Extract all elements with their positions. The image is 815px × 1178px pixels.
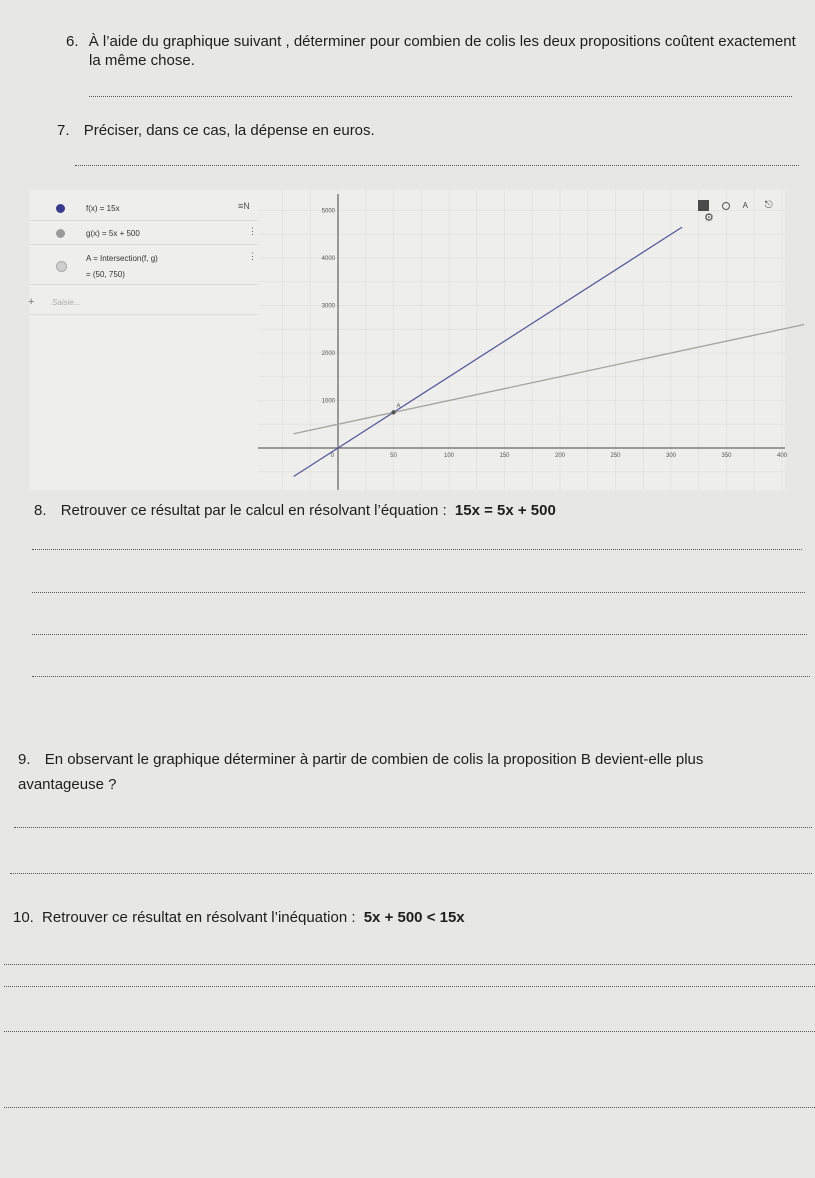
question-9-continuation: avantageuse ? [18, 776, 117, 793]
question-10-number: 10. [13, 909, 34, 926]
geogebra-panel [28, 190, 788, 490]
gear-icon[interactable]: ⚙ [704, 212, 714, 225]
x-tick-label: 200 [554, 453, 566, 459]
more-menu-icon[interactable]: ⋮ [248, 226, 257, 236]
question-9-number: 9. [18, 751, 31, 768]
question-10 [13, 908, 465, 927]
answer-line[interactable] [4, 1031, 815, 1032]
series-line-g [294, 325, 805, 434]
question-9-text: En observant le graphique déterminer à partir de combien de colis la proposition B devient-elle plus [44, 751, 704, 768]
question-6-continuation: la même chose. [89, 52, 195, 69]
y-tick-label: 1000 [321, 398, 335, 405]
intersection-value: = (50, 750) [86, 270, 125, 279]
question-8-number: 8. [34, 502, 47, 519]
y-tick-label: 2000 [321, 351, 335, 357]
answer-line[interactable] [32, 676, 810, 677]
y-tick-label: 3000 [321, 303, 335, 310]
question-10-text: Retrouver ce résultat en résolvant l’inéquation : [42, 909, 356, 926]
intersection-label: A = Intersection(f, g) [86, 254, 158, 263]
color-square-icon[interactable] [698, 200, 709, 211]
function-g-label: g(x) = 5x + 500 [86, 229, 140, 238]
algebra-row-a[interactable] [30, 246, 258, 285]
style-toolbar [698, 200, 785, 224]
answer-line[interactable] [32, 592, 805, 593]
series-line-f [294, 227, 682, 476]
x-tick-label: 300 [665, 453, 677, 459]
question-7-text: Préciser, dans ce cas, la dépense en euros. [83, 122, 375, 139]
answer-line[interactable] [4, 964, 815, 965]
x-tick-label: 350 [721, 453, 732, 459]
x-tick-label: 150 [499, 453, 510, 459]
answer-line[interactable] [4, 1107, 815, 1108]
x-tick-label: 100 [443, 453, 455, 459]
algebra-input[interactable]: Saisie... [52, 298, 81, 307]
answer-line[interactable] [4, 986, 815, 987]
origin-label: 0 [330, 453, 334, 459]
graphics-view[interactable] [258, 190, 788, 490]
question-6-text: À l’aide du graphique suivant , déterminer pour combien de colis les deux propositions coûtent exactement [88, 33, 796, 50]
visibility-dot-icon[interactable] [56, 261, 67, 272]
add-icon[interactable]: + [28, 296, 35, 308]
y-tick-label: 5000 [321, 208, 335, 215]
point-style-icon[interactable] [722, 202, 730, 210]
algebra-row-f[interactable] [30, 198, 258, 221]
question-10-inequation: 5x + 500 < 15x [363, 909, 465, 926]
point-a-label: A [396, 403, 401, 410]
question-8-equation: 15x = 5x + 500 [454, 502, 556, 519]
question-8-text: Retrouver ce résultat par le calcul en résolvant l’équation : [60, 502, 447, 519]
y-tick-label: 4000 [321, 256, 335, 262]
more-menu-icon[interactable]: ⋮ [248, 251, 257, 261]
point-a [391, 410, 395, 414]
answer-line[interactable] [14, 827, 812, 828]
graph-svg[interactable] [258, 190, 788, 490]
algebra-view [30, 190, 258, 490]
visibility-dot-icon[interactable] [56, 204, 65, 213]
x-tick-label: 50 [390, 453, 397, 459]
question-6-number: 6. [66, 33, 79, 50]
question-8 [34, 501, 556, 520]
question-9 [18, 750, 703, 769]
lock-icon[interactable]: ⎋ [764, 200, 773, 212]
question-7-number: 7. [57, 122, 70, 139]
answer-line[interactable] [32, 549, 802, 550]
visibility-dot-icon[interactable] [56, 229, 65, 238]
question-6 [66, 32, 796, 51]
keyboard-icon[interactable]: ≡N [238, 201, 250, 211]
function-f-label: f(x) = 15x [86, 204, 120, 213]
answer-line[interactable] [32, 634, 807, 635]
answer-line[interactable] [75, 165, 799, 166]
answer-line[interactable] [10, 873, 812, 874]
x-tick-label: 250 [610, 453, 621, 459]
algebra-input-row[interactable] [30, 292, 258, 315]
answer-line[interactable] [89, 96, 792, 97]
question-7 [57, 121, 375, 140]
x-tick-label: 400 [776, 453, 788, 459]
label-toggle-icon[interactable]: A [742, 201, 748, 211]
algebra-row-g[interactable] [30, 222, 258, 245]
